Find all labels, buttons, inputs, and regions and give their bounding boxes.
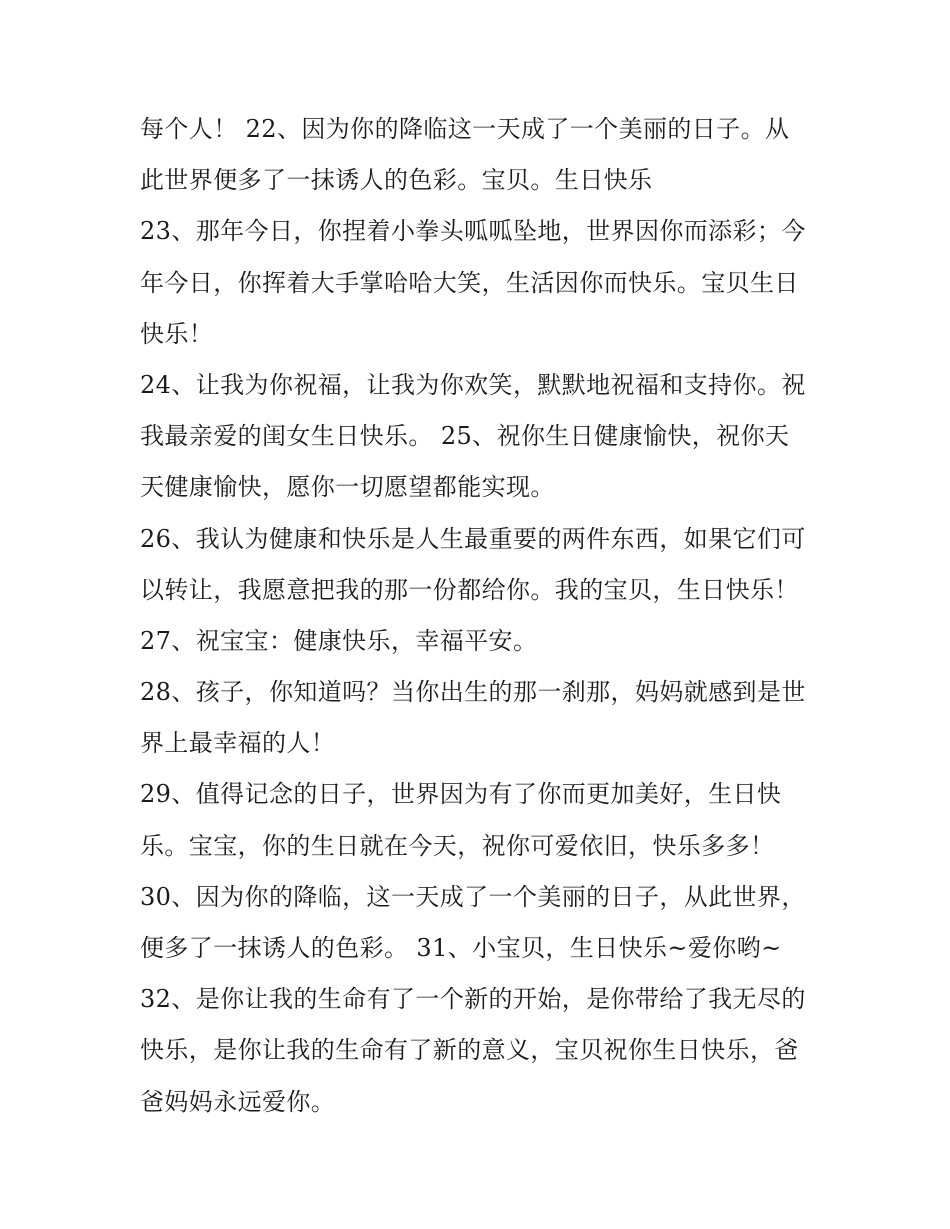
text-line: 我最亲爱的闺女生日快乐。 25、祝你生日健康愉快，祝你天 [140, 422, 790, 451]
text-line: 界上最幸福的人！ [140, 729, 336, 758]
text-line: 以转让，我愿意把我的那一份都给你。我的宝贝，生日快乐！ [140, 575, 799, 604]
text-line: 29、值得记念的日子，世界因为有了你而更加美好，生日快 [140, 780, 782, 809]
text-line: 24、让我为你祝福，让我为你欢笑，默默地祝福和支持你。祝 [140, 370, 806, 399]
text-line: 爸妈妈永远爱你。 [140, 1087, 336, 1116]
text-line: 23、那年今日，你捏着小拳头呱呱坠地，世界因你而添彩；今 [140, 217, 806, 246]
text-line: 27、祝宝宝：健康快乐，幸福平安。 [140, 626, 538, 655]
text-line: 便多了一抹诱人的色彩。 31、小宝贝，生日快乐~爱你哟~ [140, 934, 782, 962]
text-line: 32、是你让我的生命有了一个新的开始，是你带给了我无尽的 [140, 985, 806, 1014]
text-line: 30、因为你的降临，这一天成了一个美丽的日子，从此世界， [140, 882, 806, 911]
text-line: 乐。宝宝，你的生日就在今天，祝你可爱依旧，快乐多多！ [140, 831, 775, 860]
text-line: 28、孩子，你知道吗？当你出生的那一刹那，妈妈就感到是世 [140, 678, 806, 707]
text-line: 快乐！ [140, 319, 214, 348]
text-line: 天健康愉快，愿你一切愿望都能实现。 [140, 473, 555, 502]
text-line: 26、我认为健康和快乐是人生最重要的两件东西，如果它们可 [140, 524, 806, 553]
document-body [140, 104, 820, 1128]
text-line: 此世界便多了一抹诱人的色彩。宝贝。生日快乐 [140, 166, 653, 195]
text-line: 快乐，是你让我的生命有了新的意义，宝贝祝你生日快乐，爸 [140, 1036, 799, 1065]
text-line: 年今日，你挥着大手掌哈哈大笑，生活因你而快乐。宝贝生日 [140, 268, 799, 297]
text-line: 每个人！ 22、因为你的降临这一天成了一个美丽的日子。从 [140, 115, 790, 143]
